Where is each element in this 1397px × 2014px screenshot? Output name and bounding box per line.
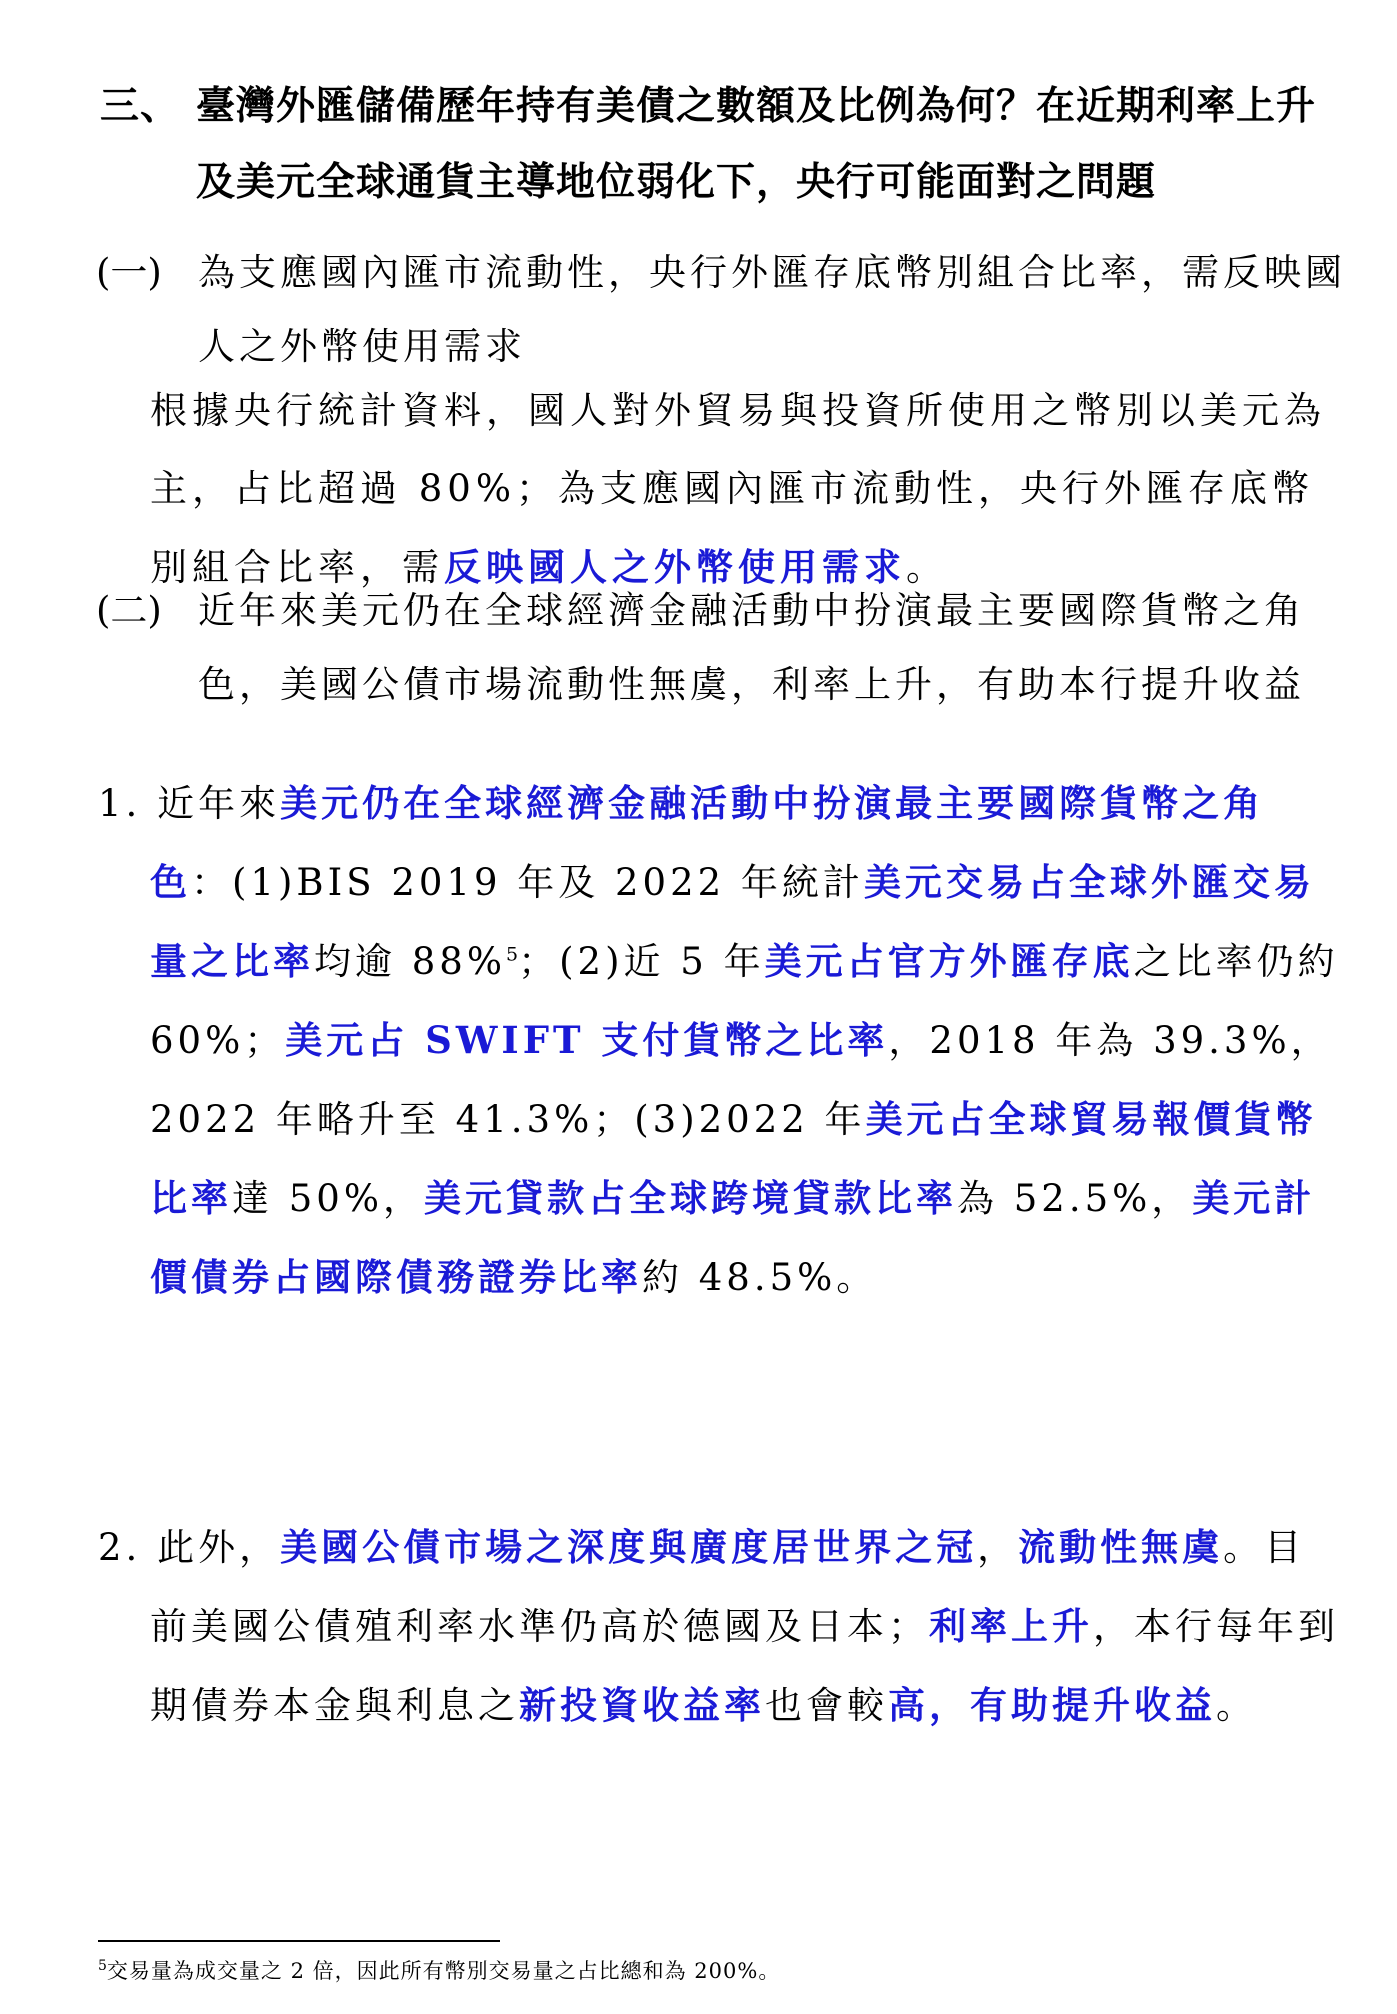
subsection-2-title bbox=[96, 574, 1346, 722]
item1-text-4: ；(2)近 5 年 bbox=[518, 940, 765, 983]
item1-text-7: 達 50%， bbox=[232, 1177, 424, 1220]
footnote-marker: 5 bbox=[506, 943, 519, 966]
item1-text-5: 之比率仍約 60%； bbox=[150, 940, 1339, 1062]
item1-text-3: 均逾 88% bbox=[314, 940, 506, 983]
subsection-2-text: 近年來美元仍在全球經濟金融活動中扮演最主要國際貨幣之角色，美國公債市場流動性無虞，利率上升，有助本行提升收益 bbox=[198, 589, 1305, 706]
item2-emphasis-5: 高，有助提升收益 bbox=[888, 1683, 1216, 1727]
item1-emphasis-1: 美元仍在全球經濟金融活動中扮演最主要國際貨幣之角色 bbox=[150, 781, 1265, 904]
list-item-1-text bbox=[98, 764, 1340, 1317]
list-item-2-number: 2. bbox=[98, 1526, 142, 1569]
item2-text-4: ，本行每年到期債券本金與利息之 bbox=[150, 1605, 1339, 1727]
item1-emphasis-7: 美元計價債券占國際債務證券比率 bbox=[150, 1176, 1316, 1299]
section-heading bbox=[100, 68, 1340, 220]
item1-emphasis-6: 美元貸款占全球跨境貸款比率 bbox=[424, 1176, 957, 1220]
list-item-1-number: 1. bbox=[98, 782, 142, 825]
item2-emphasis-1: 美國公債市場之深度與廣度居世界之冠 bbox=[280, 1525, 978, 1569]
heading-number: 三、 bbox=[100, 83, 181, 129]
item2-emphasis-3: 利率上升 bbox=[929, 1604, 1093, 1648]
item2-emphasis-2: 流動性無虞 bbox=[1018, 1525, 1224, 1569]
item1-emphasis-2: 美元交易占全球外匯交易量之比率 bbox=[150, 860, 1315, 983]
subsection-1-paragraph bbox=[150, 372, 1340, 607]
footnote-text: 交易量為成交量之 2 倍，因此所有幣別交易量之占比總和為 200%。 bbox=[106, 1959, 781, 1983]
item1-text-6: ，2018 年為 39.3%，2022 年略升至 41.3%；(3)2022 年 bbox=[150, 1019, 1332, 1141]
item1-text-1: 近年來 bbox=[157, 782, 281, 825]
subsection-1-text: 為支應國內匯市流動性，央行外匯存底幣別組合比率，需反映國人之外幣使用需求 bbox=[198, 251, 1346, 368]
item1-emphasis-4: 美元占 SWIFT 支付貨幣之比率 bbox=[285, 1018, 889, 1062]
item2-text-6: 。 bbox=[1216, 1684, 1257, 1727]
item1-emphasis-5: 美元占全球貿易報價貨幣比率 bbox=[150, 1097, 1317, 1220]
subsection-1-number: (一) bbox=[96, 251, 162, 294]
item1-emphasis-3: 美元占官方外匯存底 bbox=[764, 939, 1134, 983]
item2-text-3: 。目前美國公債殖利率水準仍高於德國及日本； bbox=[150, 1526, 1306, 1648]
footnote-number: 5 bbox=[98, 1958, 107, 1974]
paragraph-plain-text: 根據央行統計資料，國人對外貿易與投資所使用之幣別以美元為主，占比超過 80%；為支應國內匯市流動性，央行外匯存底幣別組合比率，需 bbox=[150, 389, 1326, 589]
list-item-2-text bbox=[98, 1508, 1340, 1745]
subsection-1-title bbox=[96, 236, 1346, 384]
paragraph-end: 。 bbox=[906, 546, 948, 589]
item2-text-1: 此外， bbox=[157, 1526, 281, 1569]
footnote-divider bbox=[98, 1940, 500, 1942]
item2-text-5: 也會較 bbox=[765, 1684, 888, 1727]
item1-text-2: ：(1)BIS 2019 年及 2022 年統計 bbox=[191, 861, 864, 904]
list-item-1 bbox=[98, 764, 1340, 1317]
item1-text-9: 約 48.5%。 bbox=[642, 1256, 878, 1299]
footnote bbox=[98, 1956, 1298, 1986]
item2-emphasis-4: 新投資收益率 bbox=[519, 1683, 765, 1727]
heading-text: 臺灣外匯儲備歷年持有美債之數額及比例為何？在近期利率上升及美元全球通貨主導地位弱化下，央行可能面對之問題 bbox=[196, 83, 1317, 205]
subsection-2-number: (二) bbox=[96, 589, 162, 632]
item1-text-8: 為 52.5%， bbox=[957, 1177, 1193, 1220]
paragraph-emphasis: 反映國人之外幣使用需求 bbox=[444, 545, 906, 589]
item2-text-2: ， bbox=[977, 1526, 1019, 1569]
list-item-2 bbox=[98, 1508, 1340, 1745]
